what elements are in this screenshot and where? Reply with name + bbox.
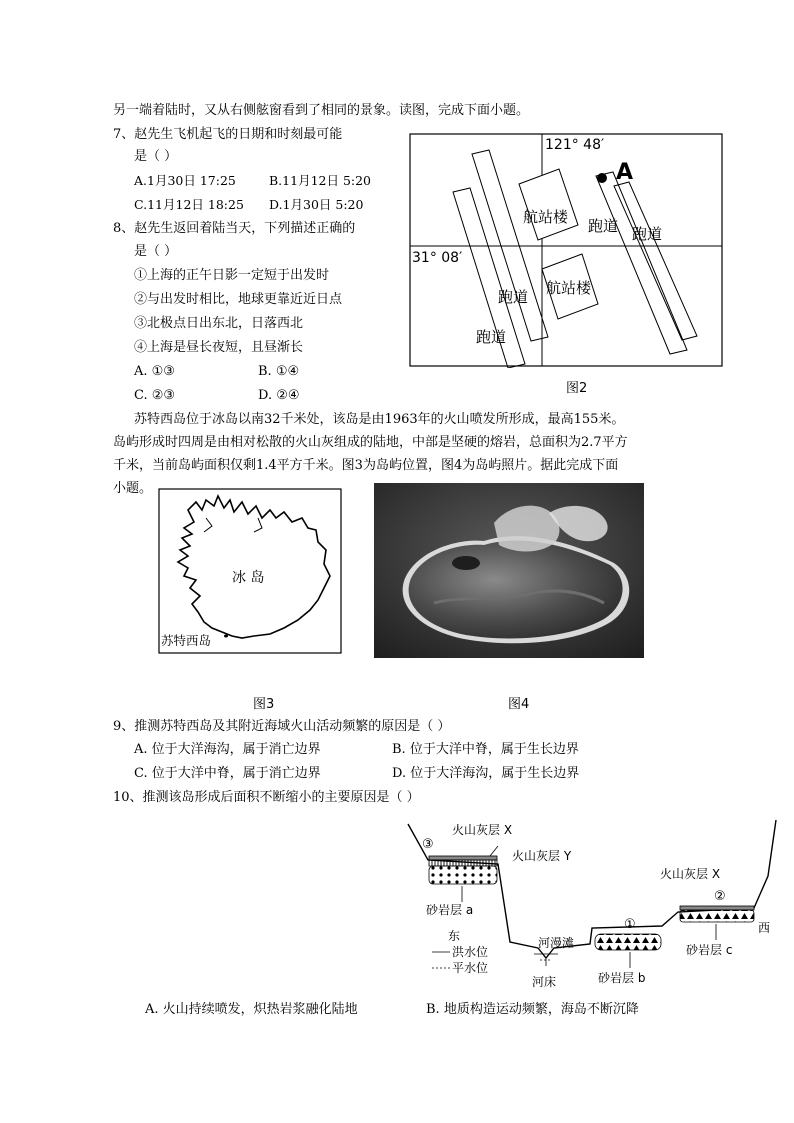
terrace-3-sandstone-a: [429, 866, 497, 884]
q8-statement-1: ①上海的正午日影一定短于出发时: [134, 268, 330, 283]
q8-stem-line2: 是（ ）: [134, 244, 178, 259]
q7-option-d: D.1月30日 5:20: [269, 197, 364, 212]
flood-level-legend: 洪水位: [452, 945, 489, 959]
ash-y-label: 火山灰层 Y: [512, 849, 572, 863]
west-label: 西: [758, 921, 771, 935]
q8-statement-3: ③北极点日出东北，日落西北: [134, 316, 304, 331]
ash-x-right-label: 火山灰层 X: [660, 867, 721, 881]
surtsey-dot: [224, 635, 228, 638]
q9-option-b: B. 位于大洋中脊，属于生长边界: [392, 742, 579, 757]
q8-option-b: B. ①④: [258, 364, 300, 379]
q7-option-b: B.11月12日 5:20: [269, 173, 372, 188]
q8-option-a: A. ①③: [134, 364, 175, 379]
q10-option-a: A. 火山持续喷发，炽热岩浆融化陆地: [145, 1002, 358, 1017]
q8-stem-line1: 8、赵先生返回着陆当天，下列描述正确的: [113, 221, 356, 236]
riverbed-label: 河床: [532, 975, 557, 989]
latitude-label: 31° 08′: [412, 250, 463, 266]
normal-level-legend: 平水位: [452, 961, 489, 975]
runway-strip-3: [596, 172, 687, 354]
q8-option-c: C. ②③: [134, 388, 176, 403]
q7-option-c: C.11月12日 18:25: [134, 197, 244, 212]
q8-statement-4: ④上海是昼长夜短，且昼渐长: [134, 340, 304, 355]
figure-2-airport-map: [408, 132, 724, 368]
island-photo-drawing: [374, 483, 644, 658]
passage-line-3: 千米，当前岛屿面积仅剩1.4平方千米。图3为岛屿位置，图4为岛屿照片。据此完成下面: [113, 458, 619, 473]
runway-label-3: 跑道: [498, 288, 529, 306]
terrace-1-sandstone-b: [595, 934, 661, 950]
figure-5-terrace-section: [398, 816, 782, 992]
q9-option-d: D. 位于大洋海沟，属于生长边界: [392, 766, 580, 781]
runway-label-4: 跑道: [476, 328, 507, 346]
passage-line-1: 苏特西岛位于冰岛以南32千米处，该岛是由1963年的火山喷发所形成，最高155米。: [134, 412, 625, 427]
q9-option-a: A. 位于大洋海沟，属于消亡边界: [134, 742, 321, 757]
terrace-3-ash-y: [429, 860, 497, 866]
figure-3-iceland-map: [158, 488, 342, 654]
q9-option-c: C. 位于大洋中脊，属于消亡边界: [134, 766, 321, 781]
east-label: 东: [448, 929, 461, 943]
surtsey-label: 苏特西岛: [161, 633, 212, 648]
terminal-label-1: 航站楼: [523, 208, 569, 226]
sand-b-label: 砂岩层 b: [598, 971, 646, 985]
terrace-3-marker: ③: [422, 837, 434, 852]
passage-line-4: 小题。: [113, 481, 153, 496]
passage-line-2: 岛屿形成时四周是由相对松散的火山灰组成的陆地，中部是坚硬的熔岩，总面积为2.7平方: [113, 435, 628, 450]
terminal-building-1: [519, 169, 578, 240]
terrace-1-marker: ①: [624, 917, 636, 932]
figure-4-caption: 图4: [508, 697, 530, 712]
runway-label-1: 跑道: [588, 217, 619, 235]
runway-strip-4: [614, 182, 697, 340]
terrace-2-sandstone-c: [680, 910, 754, 922]
sand-a-label: 砂岩层 a: [426, 903, 474, 917]
ash-y-arrow: [490, 846, 498, 856]
q7-stem-line2: 是（ ）: [134, 149, 178, 164]
longitude-label: 121° 48′: [545, 137, 605, 153]
terminal-label-2: 航站楼: [546, 279, 592, 297]
sand-c-label: 砂岩层 c: [686, 943, 733, 957]
runway-label-2: 跑道: [632, 225, 663, 243]
q10-option-b: B. 地质构造运动频繁，海岛不断沉降: [426, 1002, 639, 1017]
q9-stem: 9、推测苏特西岛及其附近海域火山活动频繁的原因是（ ）: [113, 719, 451, 734]
q7-stem-line1: 7、赵先生飞机起飞的日期和时刻最可能: [113, 127, 343, 142]
point-a-marker: [597, 173, 607, 183]
figure-2-caption: 图2: [566, 381, 588, 396]
q10-stem: 10、推测该岛形成后面积不断缩小的主要原因是（ ）: [113, 790, 420, 805]
q8-option-d: D. ②④: [258, 388, 300, 403]
terrace-2-marker: ②: [714, 889, 726, 904]
terrace-3-ash-x: [429, 856, 497, 860]
crater: [452, 556, 480, 570]
q8-statement-2: ②与出发时相比，地球更靠近近日点: [134, 292, 343, 307]
figure-4-island-photo: [374, 483, 644, 658]
figure-3-caption: 图3: [253, 697, 275, 712]
ash-x-left-label: 火山灰层 X: [452, 823, 513, 837]
intro-line: 另一端着陆时，又从右侧舷窗看到了相同的景象。读图，完成下面小题。: [113, 103, 530, 118]
q7-option-a: A.1月30日 17:25: [134, 173, 236, 188]
point-a-label: A: [616, 160, 634, 185]
floodplain-label: 河漫滩: [538, 936, 575, 950]
iceland-label: 冰 岛: [232, 570, 265, 586]
terrace-2-ash-x: [680, 906, 754, 910]
